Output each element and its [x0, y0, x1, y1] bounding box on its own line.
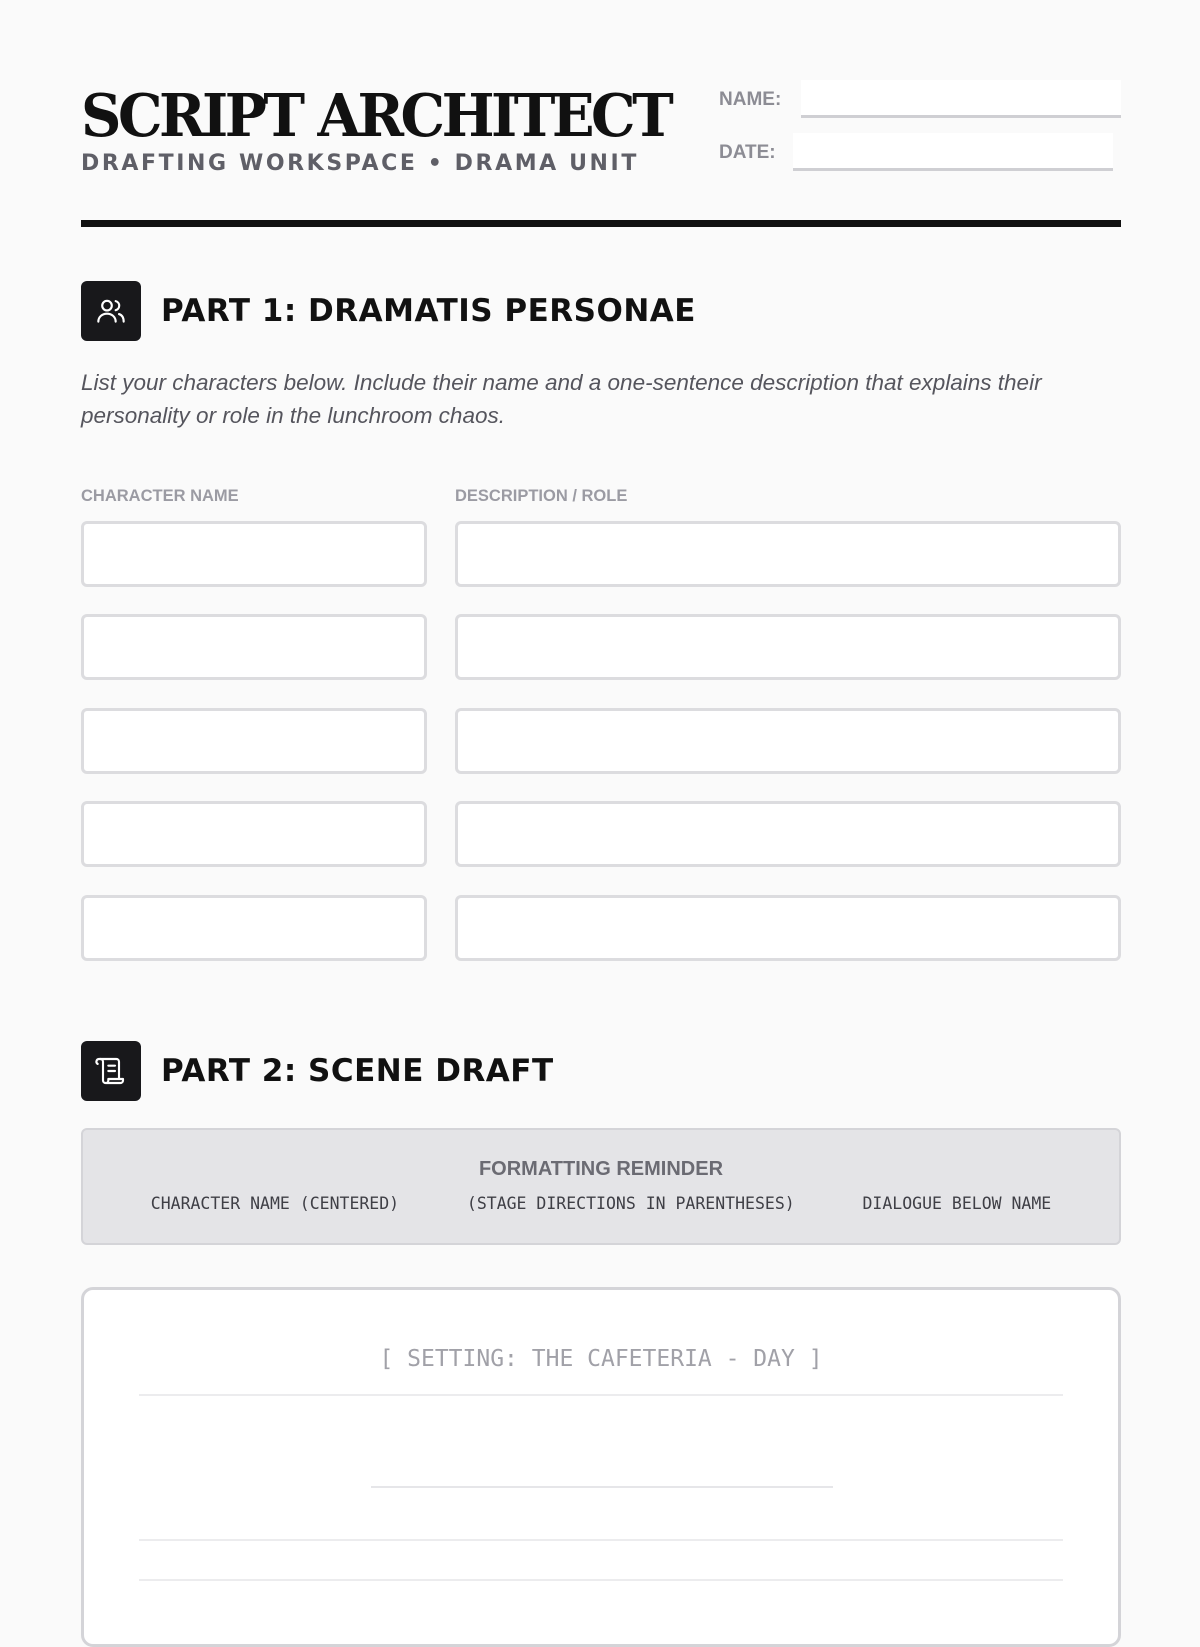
header	[81, 80, 1121, 225]
character-description-input[interactable]	[455, 708, 1121, 774]
part1-instructions: List your characters below. Include their name and a one-sentence description that explains their personality or role in the lunchroom chaos.	[81, 370, 1042, 428]
writing-line	[139, 1394, 1063, 1396]
page-subtitle: DRAFTING WORKSPACE • DRAMA UNIT	[81, 151, 639, 176]
character-row	[81, 801, 1121, 867]
scene-setting: [ SETTING: THE CAFETERIA - DAY ]	[379, 1346, 823, 1372]
writing-line	[139, 1579, 1063, 1581]
reminder-title: FORMATTING REMINDER	[478, 1158, 724, 1180]
part1-title: PART 1: DRAMATIS PERSONAE	[161, 293, 696, 329]
character-description-input[interactable]	[455, 801, 1121, 867]
reminder-items	[83, 1194, 1119, 1213]
header-divider	[81, 220, 1121, 227]
part2-heading	[81, 1041, 1121, 1101]
character-row	[81, 895, 1121, 961]
part1-heading	[81, 281, 1121, 341]
character-name-input[interactable]	[81, 708, 427, 774]
character-name-input[interactable]	[81, 521, 427, 587]
name-row	[719, 80, 1121, 120]
part2-title: PART 2: SCENE DRAFT	[161, 1053, 554, 1089]
character-name-input[interactable]	[81, 895, 427, 961]
reminder-item: (STAGE DIRECTIONS IN PARENTHESES)	[466, 1194, 795, 1213]
scroll-icon	[81, 1041, 141, 1101]
users-icon	[81, 281, 141, 341]
reminder-item: CHARACTER NAME (CENTERED)	[150, 1194, 400, 1213]
name-label: NAME:	[719, 89, 782, 110]
writing-line	[139, 1539, 1063, 1541]
reminder-item: DIALOGUE BELOW NAME	[862, 1194, 1052, 1213]
character-name-input[interactable]	[81, 801, 427, 867]
column-header-description: DESCRIPTION / ROLE	[455, 487, 628, 505]
formatting-reminder	[81, 1128, 1121, 1245]
character-description-input[interactable]	[455, 614, 1121, 680]
character-name-input[interactable]	[81, 614, 427, 680]
date-label: DATE:	[719, 142, 776, 163]
date-field[interactable]	[793, 133, 1113, 171]
writing-line-short	[371, 1486, 833, 1488]
character-row	[81, 708, 1121, 774]
name-field[interactable]	[801, 80, 1121, 118]
character-row	[81, 614, 1121, 680]
script-writing-area[interactable]	[81, 1287, 1121, 1647]
character-description-input[interactable]	[455, 895, 1121, 961]
character-row	[81, 521, 1121, 587]
date-row	[719, 133, 1121, 173]
column-header-name: CHARACTER NAME	[81, 487, 239, 505]
character-description-input[interactable]	[455, 521, 1121, 587]
worksheet-page	[81, 0, 1121, 1600]
page-title: SCRIPT ARCHITECT	[81, 80, 671, 151]
